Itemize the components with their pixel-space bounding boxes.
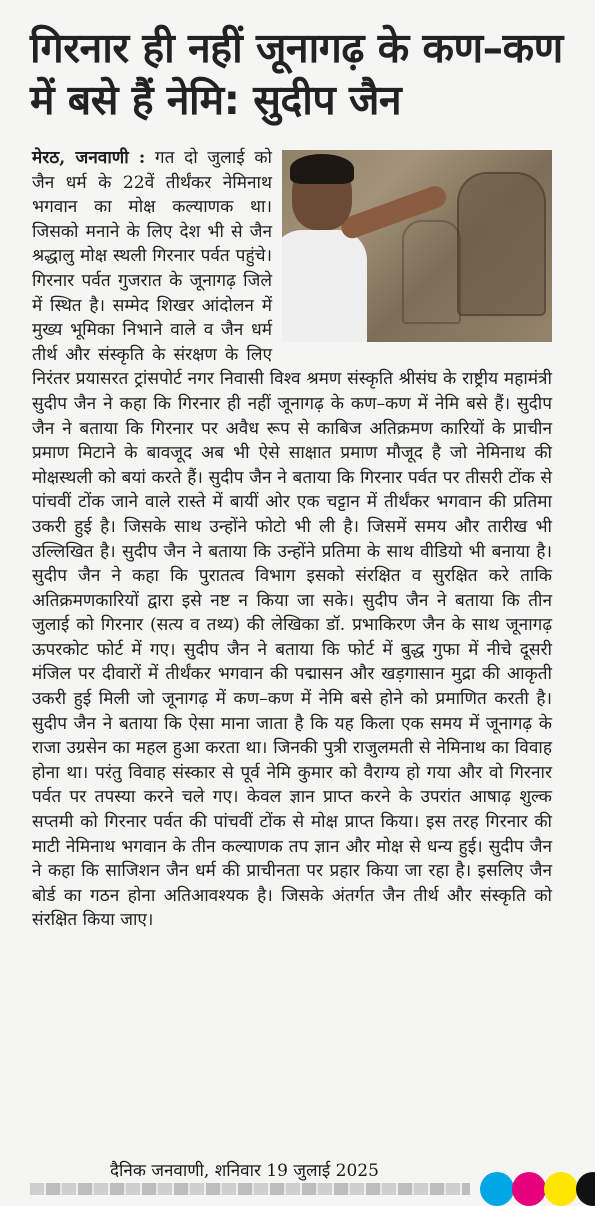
footer-source: दैनिक जनवाणी, शनिवार 19 जुलाई 2025	[110, 1161, 379, 1181]
rock-carving-outline	[402, 220, 461, 324]
article-text: गत दो जुलाई को जैन धर्म के 22वें तीर्थंकर नेमिनाथ भगवान का मोक्ष कल्याणक था। जिसको मनाने के लिए देश भी से जैन श्रद्धालु मोक्ष स्थली गिरनार पर्वत पहुंचे। गिरनार पर्वत गुजरात के जूनागढ़ जिले में स्थित है। सम्मेद शिखर आंदोलन में मुख्य भूमिका निभाने वाले व जैन धर्म तीर्थ और संस्कृति के संरक्षण के लिए निरंतर प्रयासरत ट्रांसपोर्ट नगर निवासी विश्व श्रमण संस्कृति श्रीसंघ के राष्ट्रीय महामंत्री सुदीप जैन ने कहा कि गिरनार ही नहीं जूनागढ़ के कण–कण में नेमि बसे हैं। सुदीप जैन ने बताया कि गिरनार पर अवैध रूप से काबिज अतिक्रमण कारियों के प्राचीन प्रमाण मिटाने के बावजूद अब भी ऐसे साक्षात प्रमाण मौजूद है जो नेमिनाथ की मोक्षस्थली को बयां करते हैं। सुदीप जैन ने बताया कि गिरनार पर्वत पर तीसरी टोंक से पांचवीं टोंक जाने वाले रास्ते में बायीं ओर एक चट्टान में तीर्थंकर भगवान की प्रतिमा उकरी हुई है। जिसके साथ उन्होंने फोटो भी ली है। जिसमें समय और तारीख भी उल्लिखित है। सुदीप जैन ने बताया कि उन्होंने प्रतिमा के साथ वीडियो भी बनाया है। सुदीप जैन ने कहा कि पुरातत्व विभाग इसको संरक्षित व सुरक्षित करे ताकि अतिक्रमणकारियों द्वारा इसे नष्ट न किया जा सके। सुदीप जैन ने बताया कि तीन जुलाई को गिरनार (सत्य व तथ्य) की लेखिका डॉ. प्रभाकिरण जैन के साथ जूनागढ़ ऊपरकोट फोर्ट में गए। सुदीप जैन ने बताया कि फोर्ट में बुद्ध गुफा में नीचे दूसरी मंजिल पर दीवारों में तीर्थंकर भगवान की पद्मासन और खड़गासान मुद्रा की आकृती उकरी हुई मिली जो जूनागढ़ में कण–कण में नेमि बसे होने को प्रमाणित करती है। सुदीप जैन ने बताया कि ऐसा माना जाता है कि यह किला एक समय में जूनागढ़ के राजा उग्रसेन का महल हुआ करता था। जिनकी पुत्री राजुलमती से नेमिनाथ का विवाह होना था। परंतु विवाह संस्कार से पूर्व नेमि कुमार को वैराग्य हो गया और वो गिरनार पर्वत पर तपस्या करने चले गए। केवल ज्ञान प्राप्त करने के उपरांत आषाढ़ शुल्क सप्तमी को गिरनार पर्वत की पांचवीं टोंक से मोक्ष प्राप्त किया। इस तरह गिरनार की माटी नेमिनाथ भगवान के तीन कल्याणक तप ज्ञान और मोक्ष से धन्य हुई। सुदीप जैन ने कहा कि साजिशन जैन धर्म की प्राचीनता पर प्रहार किया जा रहा है। इसलिए जैन बोर्ड का गठन होना अतिआवश्यक है। जिसके अंतर्गत जैन तीर्थ और संस्कृति को संरक्षित किया जाए।	[32, 148, 552, 931]
headline-line-2: में बसे हैं नेमि: सुदीप जैन	[30, 76, 402, 124]
person-hair	[290, 154, 354, 184]
article-photo	[282, 150, 552, 342]
person-shirt	[282, 230, 367, 342]
registration-dot-magenta	[512, 1172, 546, 1206]
article-body	[32, 146, 552, 933]
registration-dot-yellow	[544, 1172, 578, 1206]
registration-dot-black	[576, 1172, 595, 1206]
registration-dot-cyan	[480, 1172, 514, 1206]
rock-carving-figure	[457, 172, 546, 316]
headline	[30, 22, 575, 126]
article-dateline: मेरठ, जनवाणी :	[32, 148, 146, 168]
print-color-strip	[30, 1183, 470, 1195]
headline-line-1: गिरनार ही नहीं जूनागढ़ के कण–कण	[30, 24, 563, 72]
